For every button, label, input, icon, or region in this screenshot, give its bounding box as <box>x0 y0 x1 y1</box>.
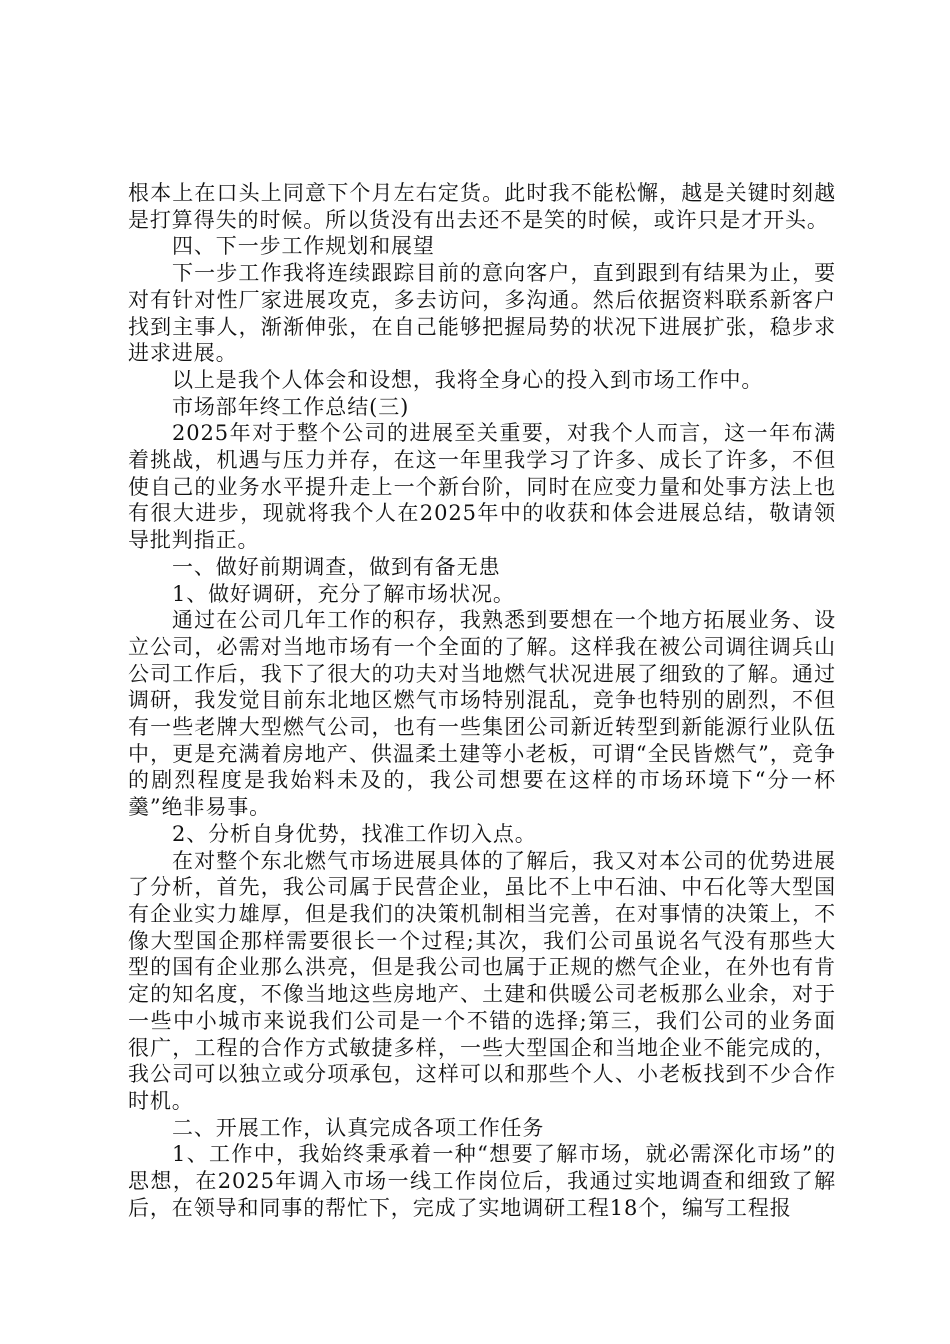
document-body <box>128 180 836 1221</box>
subsection-heading-research: 1、做好调研，充分了解市场状况。 <box>172 581 515 606</box>
section-heading-plan: 四、下一步工作规划和展望 <box>172 234 435 259</box>
paragraph: 通过在公司几年工作的积存，我熟悉到要想在一个地方拓展业务、设立公司，必需对当地市场有一个全面的了解。这样我在被公司调往调兵山公司工作后，我下了很大的功夫对当地燃气状况进展了细致的了解。通过调研，我发觉目前东北地区燃气市场特别混乱，竞争也特别的剧烈，不但有一些老牌大型燃气公司，也有一些集团公司新近转型到新能源行业队伍中，更是充满着房地产、供温柔土建等小老板，可谓“全民皆燃气”，竞争的剧烈程度是我始料未及的，我公司想要在这样的市场环境下“分一杯羹”绝非易事。 <box>128 608 836 820</box>
paragraph: 2025年对于整个公司的进展至关重要，对我个人而言，这一年布满着挑战，机遇与压力并存，在这一年里我学习了许多、成长了许多，不但使自己的业务水平提升走上一个新台阶，同时在应变力量和处事方法上也有很大进步，现就将我个人在2025年中的收获和体会进展总结，敬请领导批判指正。 <box>128 421 836 553</box>
paragraph: 下一步工作我将连续跟踪目前的意向客户，直到跟到有结果为止，要对有针对性厂家进展攻克，多去访问，多沟通。然后依据资料联系新客户找到主事人，渐渐伸张，在自己能够把握局势的状况下进展扩张，稳步求进求进展。 <box>128 261 836 366</box>
subsection-heading-advantage: 2、分析自身优势，找准工作切入点。 <box>172 821 537 846</box>
paragraph: 1、工作中，我始终秉承着一种“想要了解市场，就必需深化市场”的思想，在2025年调入市场一线工作岗位后，我通过实地调查和细致了解后，在领导和同事的帮忙下，完成了实地调研工程18个，编写工程报 <box>128 1142 836 1220</box>
document-subtitle: 市场部年终工作总结(三) <box>172 394 410 419</box>
paragraph: 在对整个东北燃气市场进展具体的了解后，我又对本公司的优势进展了分析，首先，我公司属于民营企业，虽比不上中石油、中石化等大型国有企业实力雄厚，但是我们的决策机制相当完善，在对事情的决策上，不像大型国企那样需要很长一个过程;其次，我们公司虽说名气没有那些大型的国有企业那么洪亮，但是我公司也属于正规的燃气企业，在外也有肯定的知名度，不像当地这些房地产、土建和供暖公司老板那么业余，对于一些中小城市来说我们公司是一个不错的选择;第三，我们公司的业务面很广，工程的合作方式敏捷多样，一些大型国企和当地企业不能完成的，我公司可以独立或分项承包，这样可以和那些个人、小老板找到不少合作时机。 <box>128 848 836 1113</box>
paragraph-continued: 根本上在口头上同意下个月左右定货。此时我不能松懈，越是关键时刻越是打算得失的时候。所以货没有出去还不是笑的时候，或许只是才开头。 <box>128 181 836 232</box>
section-heading-survey: 一、做好前期调查，做到有备无患 <box>172 554 501 579</box>
section-heading-work: 二、开展工作，认真完成各项工作任务 <box>172 1115 545 1140</box>
paragraph: 以上是我个人体会和设想，我将全身心的投入到市场工作中。 <box>172 367 764 392</box>
